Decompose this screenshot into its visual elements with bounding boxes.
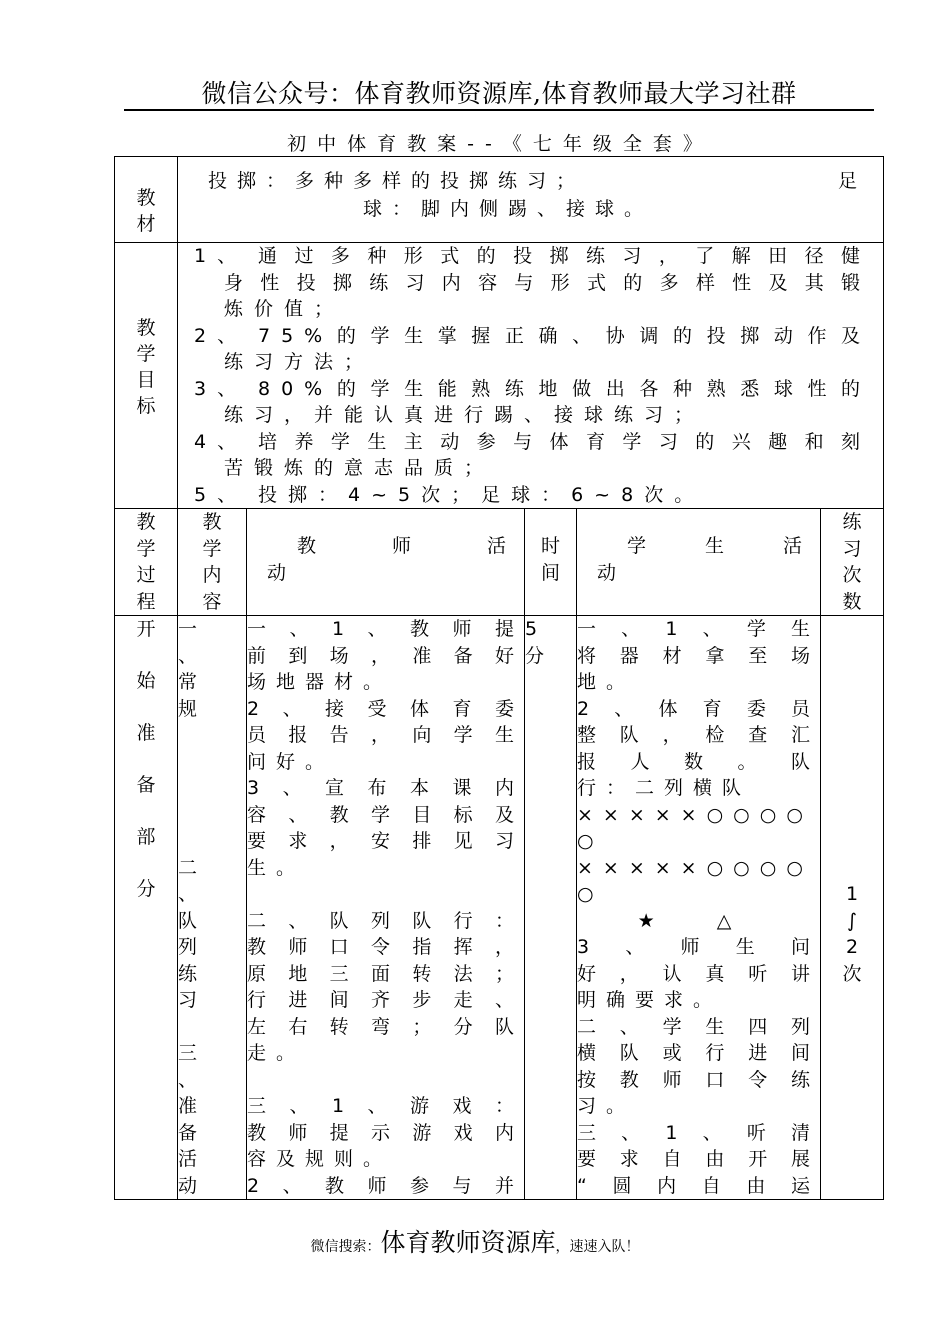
time-value	[525, 616, 576, 669]
teacher-line: 容及规则。	[247, 1148, 393, 1170]
student-line: 习。	[577, 1095, 636, 1117]
objectives-label-cell	[115, 243, 178, 509]
count-header-label: 练习次数	[842, 511, 862, 613]
teacher-header-cell	[247, 509, 525, 616]
count-char: 1	[845, 883, 859, 905]
objective-line	[190, 296, 871, 323]
section-name-char: 备	[136, 774, 156, 796]
objective-text: 身性投掷练习内容与形式的多样性及其锻	[224, 271, 872, 294]
lesson-plan-table	[114, 156, 884, 1200]
section-content-char	[178, 749, 246, 776]
student-line: 报人数。队	[577, 750, 820, 773]
teacher-line: 生。	[247, 856, 306, 879]
section-content-char: 规	[178, 697, 198, 720]
material-label-cell	[115, 157, 178, 243]
section-name-char: 部	[136, 826, 156, 848]
student-activity-cell	[577, 616, 821, 1200]
section-content-cell	[178, 616, 247, 1200]
objective-text: 通过多种形式的投掷练习，了解田径健	[258, 245, 872, 267]
objectives-label: 教学目标	[136, 317, 156, 417]
objective-line	[190, 482, 871, 509]
student-header-cell	[577, 509, 821, 616]
student-line: 要求自由开展	[577, 1148, 820, 1170]
footer-suffix: ，速速入队！	[555, 1239, 640, 1255]
objective-line	[190, 376, 871, 403]
teacher-activity-cell	[247, 616, 525, 1200]
count-header-cell	[821, 509, 884, 616]
material-text-line2: 球：脚内侧踢、接球。	[363, 198, 654, 220]
student-header-d: 动	[597, 561, 617, 584]
section-content-char: 列	[178, 936, 198, 958]
objective-number: 4、	[194, 430, 248, 453]
objective-number: 3、	[194, 377, 248, 400]
document-title: 初中体育教案--《七年级全套》	[287, 133, 713, 155]
section-content-char: 、	[178, 644, 198, 667]
student-header-b: 生	[704, 535, 724, 557]
time-header-label: 时间	[540, 535, 560, 584]
teacher-header-d: 动	[267, 561, 287, 584]
content-header-label: 教学内容	[202, 511, 222, 613]
teacher-line: 教师口令指挥，	[247, 936, 524, 958]
practice-count	[821, 616, 883, 987]
section-content-char: 动	[178, 1174, 198, 1197]
teacher-activity	[247, 616, 524, 1199]
section-name	[115, 616, 177, 928]
section-content-char: 练	[178, 962, 198, 985]
section-content-char: 习	[178, 989, 198, 1011]
teacher-line: 员报告，向学生	[247, 724, 524, 746]
section-content-char: 三	[178, 1042, 198, 1064]
student-line: ○	[577, 830, 604, 852]
section-name-char: 开	[136, 618, 156, 640]
student-line: 3、师生问	[577, 936, 820, 958]
warmup-section-row	[115, 616, 884, 1200]
objectives-list	[178, 243, 883, 508]
teacher-line: 一、1、教师提	[247, 618, 524, 640]
teacher-line: 走。	[247, 1042, 306, 1064]
objective-text: 投掷：4~5次；足球：6~8次。	[258, 483, 705, 506]
student-header-a: 学	[627, 535, 647, 557]
student-line: 按教师口令练	[577, 1068, 820, 1091]
header-divider	[124, 109, 874, 111]
teacher-header-c: 活	[486, 535, 506, 557]
teacher-line: 行进间齐步走、	[247, 989, 524, 1011]
section-name-char: 准	[136, 722, 156, 744]
objective-text: 练习，并能认真进行踢、接球练习；	[224, 404, 705, 426]
objective-text: 75%的学生掌握正确、协调的投掷动作及	[258, 324, 872, 347]
objective-text: 培养学生主动参与体育学习的兴趣和刻	[258, 430, 872, 453]
section-content-char	[178, 802, 246, 829]
teacher-line: 问好。	[247, 750, 335, 773]
objectives-content-cell	[178, 243, 884, 509]
student-line: 整队，检查汇	[577, 724, 820, 746]
objective-line	[190, 402, 871, 429]
teacher-line	[247, 881, 524, 908]
student-line: 明确要求。	[577, 989, 723, 1011]
material-text-line1: 投掷：多种多样的投掷练习；	[208, 170, 586, 192]
student-line: 2、体育委员	[577, 697, 820, 720]
objective-text: 苦锻炼的意志品质；	[224, 457, 495, 479]
objectives-row	[115, 243, 884, 509]
student-line: 横队或行进间	[577, 1042, 820, 1064]
student-line: ×××××○○○○	[577, 856, 813, 879]
student-line: 地。	[577, 671, 636, 693]
teacher-line	[247, 1067, 524, 1094]
teacher-line: 原地三面转法；	[247, 962, 524, 985]
objective-indent	[190, 296, 224, 323]
objective-indent	[190, 455, 224, 482]
section-content-char: 常	[178, 671, 198, 693]
objective-text: 炼价值；	[224, 298, 345, 320]
page-header: 微信公众号：体育教师资源库,体育教师最大学习社群	[201, 79, 797, 108]
student-line: 将器材拿至场	[577, 644, 820, 667]
section-content-char	[178, 828, 246, 855]
teacher-line: 要求，安排见习	[247, 830, 524, 852]
teacher-line: 三、1、游戏：	[247, 1095, 524, 1117]
teacher-header-b: 师	[391, 535, 411, 557]
teacher-line: 左右转弯；分队	[247, 1015, 524, 1038]
student-line: 好，认真听讲	[577, 962, 820, 985]
time-cell	[525, 616, 577, 1200]
section-content-char	[178, 775, 246, 802]
material-label: 教材	[136, 187, 156, 235]
section-content-char	[178, 1014, 246, 1041]
student-line: ★ △	[637, 909, 760, 932]
objective-line	[190, 270, 871, 297]
teacher-line: 2、教师参与并	[247, 1174, 524, 1197]
section-content	[178, 616, 246, 1199]
section-content-char: 准	[178, 1095, 198, 1117]
student-line: 三、1、听清	[577, 1121, 820, 1144]
student-line: 行：二列横队	[577, 777, 752, 799]
time-header-cell	[525, 509, 577, 616]
section-content-char: 备	[178, 1121, 198, 1144]
footer-main: 体育教师资源库	[380, 1228, 556, 1257]
student-line: 二、学生四列	[577, 1015, 820, 1038]
objective-indent	[190, 402, 224, 429]
material-content-cell	[178, 157, 884, 243]
objective-number: 2、	[194, 324, 248, 347]
objective-text: 练习方法；	[224, 351, 375, 373]
process-header-row	[115, 509, 884, 616]
section-name-cell	[115, 616, 178, 1200]
teacher-line: 教师提示游戏内	[247, 1121, 524, 1144]
section-content-char: 队	[178, 909, 198, 932]
time-char: 分	[525, 644, 545, 667]
objective-line	[190, 455, 871, 482]
teacher-line: 容、教学目标及	[247, 803, 524, 826]
process-header-label: 教学过程	[136, 511, 156, 613]
student-line: “圆内自由运	[577, 1174, 820, 1197]
student-line: 一、1、学生	[577, 618, 820, 640]
teacher-line: 2、接受体育委	[247, 697, 524, 720]
teacher-line: 二、队列队行：	[247, 909, 524, 932]
student-line: ×××××○○○○	[577, 803, 813, 826]
page-footer	[0, 1223, 950, 1259]
objective-indent	[190, 349, 224, 376]
objective-line	[190, 349, 871, 376]
material-text-line1-end: 足	[838, 170, 868, 192]
objective-line	[190, 323, 871, 350]
objective-number: 5、	[194, 483, 248, 506]
count-char: ∫	[847, 909, 857, 932]
section-content-char: 、	[178, 1068, 198, 1091]
content-header-cell	[178, 509, 247, 616]
student-header-c: 活	[782, 535, 802, 557]
section-content-char: 一	[178, 618, 198, 640]
teacher-line: 3、宣布本课内	[247, 777, 524, 799]
student-line: ○	[577, 883, 604, 905]
objective-number: 1、	[194, 245, 248, 267]
objective-line	[190, 429, 871, 456]
section-content-char: 、	[178, 883, 198, 905]
count-cell	[821, 616, 884, 1200]
material-row	[115, 157, 884, 243]
process-header-cell	[115, 509, 178, 616]
section-name-char: 始	[136, 670, 156, 692]
count-char: 次	[842, 962, 862, 985]
footer-prefix: 微信搜索：	[310, 1239, 381, 1255]
section-content-char: 二	[178, 856, 198, 879]
teacher-line: 前到场，准备好	[247, 644, 524, 667]
teacher-header-a: 教	[297, 535, 317, 557]
section-content-char: 活	[178, 1148, 198, 1170]
time-char: 5	[525, 618, 538, 640]
objective-indent	[190, 270, 224, 297]
objective-line	[190, 243, 871, 270]
student-activity	[577, 616, 820, 1199]
section-content-char	[178, 722, 246, 749]
section-name-char: 分	[136, 878, 156, 900]
count-char: 2	[845, 936, 859, 958]
objective-text: 80%的学生能熟练地做出各种熟悉球性的	[258, 377, 872, 400]
teacher-line: 场地器材。	[247, 671, 393, 693]
